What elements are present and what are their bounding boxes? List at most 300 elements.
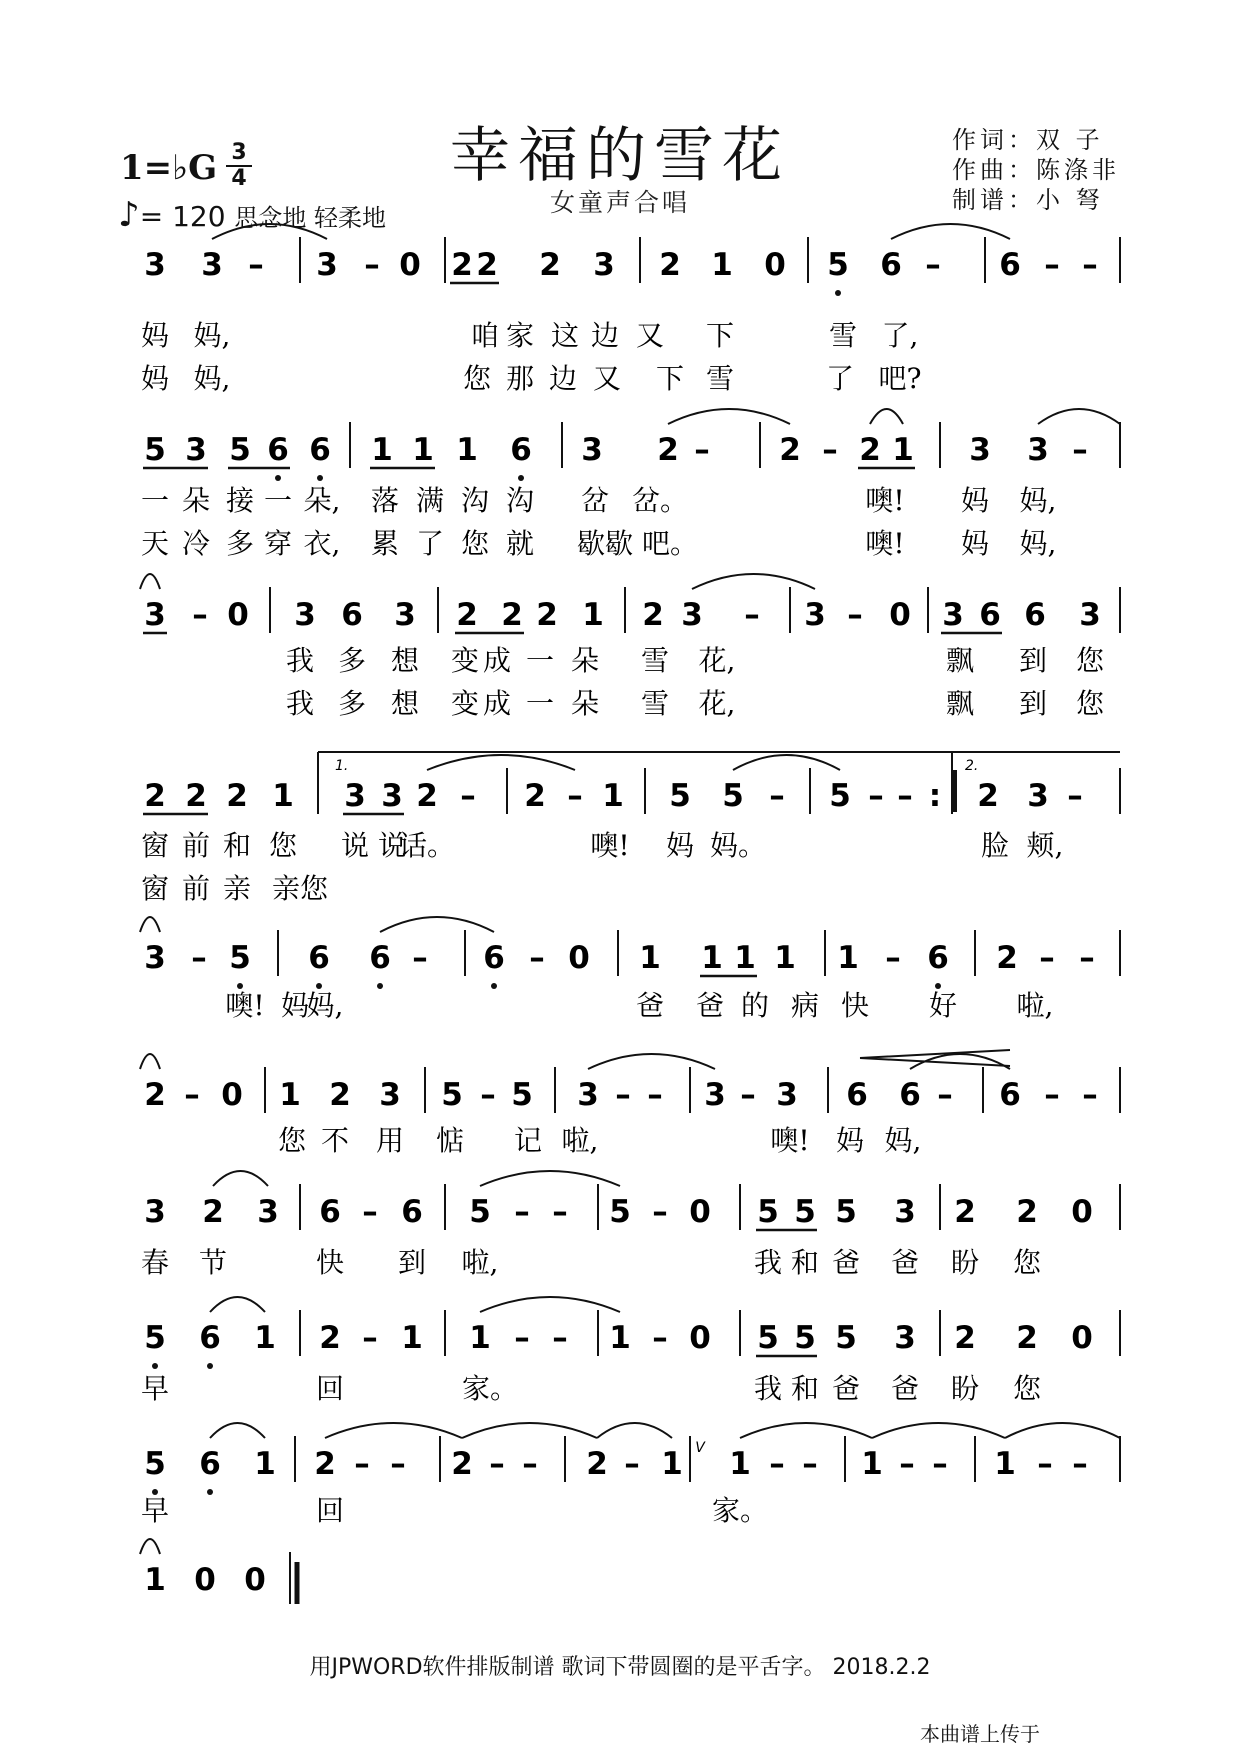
lyric-word: 妈 — [280, 989, 310, 1022]
note: – — [802, 1446, 818, 1482]
note: 2 — [185, 778, 207, 814]
note: 2 — [144, 778, 166, 814]
tie-slur — [692, 574, 815, 589]
tie-slur — [597, 1423, 672, 1438]
lower-octave-dot — [152, 1363, 158, 1369]
time-signature-bottom: 4 — [231, 166, 247, 191]
note: 1 — [279, 1077, 301, 1113]
uploader-note: 本曲谱上传于 — [920, 1722, 1040, 1746]
note: 2 — [1016, 1194, 1038, 1230]
note: 6 — [880, 247, 902, 283]
lyric-word: 爸 — [890, 1246, 920, 1279]
note: 2 — [657, 432, 679, 468]
note: 2 — [539, 247, 561, 283]
note: 6 — [319, 1194, 341, 1230]
lyric-word: 前 — [181, 872, 211, 905]
note: – — [529, 940, 545, 976]
lyric-word: 和 — [790, 1246, 820, 1279]
lyric-word: 那 — [505, 362, 535, 395]
note: – — [694, 432, 710, 468]
lyric-word: 窗 — [140, 829, 170, 862]
note: – — [740, 1077, 756, 1113]
note: 6 — [199, 1446, 221, 1482]
note: 3 — [942, 597, 964, 633]
note: – — [652, 1320, 668, 1356]
footer-note: 用JPWORD软件排版制谱 歌词下带圆圈的是平舌字。 2018.2.2 — [309, 1655, 931, 1680]
note: – — [362, 1320, 378, 1356]
note: 5 — [794, 1194, 816, 1230]
time-signature-top: 3 — [231, 140, 247, 165]
note: 3 — [593, 247, 615, 283]
lyric-word: 爸 — [635, 989, 665, 1022]
note: 6 — [927, 940, 949, 976]
lyric-word: 记 — [513, 1124, 543, 1157]
tie-slur — [733, 755, 840, 770]
note: 0 — [399, 247, 421, 283]
tie-slur — [480, 1171, 620, 1186]
lyric-word: 妈 — [835, 1124, 865, 1157]
note: 5 — [829, 778, 851, 814]
lyric-word: 到 — [397, 1246, 427, 1279]
note: 6 — [979, 597, 1001, 633]
lyric-word: 接 — [225, 484, 255, 517]
lyric-word: 回 — [315, 1372, 345, 1405]
lyric-word: 妈, — [1019, 527, 1057, 560]
lyric-word: 惦 — [435, 1124, 465, 1157]
lyric-word: 您 — [1075, 644, 1105, 677]
note: 1 — [144, 1562, 166, 1598]
note: 3 — [316, 247, 338, 283]
song-title: 幸福的雪花 — [450, 121, 790, 191]
lyric-word: 妈 — [140, 362, 170, 395]
note: 3 — [185, 432, 207, 468]
note: 0 — [1071, 1194, 1093, 1230]
lyric-word: 边 — [590, 319, 620, 352]
lyric-word: 妈, — [1019, 484, 1057, 517]
lyric-word: 的 — [740, 989, 770, 1022]
note: – — [354, 1446, 370, 1482]
note: – — [514, 1194, 530, 1230]
note: 3 — [201, 247, 223, 283]
note: – — [624, 1446, 640, 1482]
lyric-word: 一 — [525, 687, 555, 720]
note: – — [899, 1446, 915, 1482]
note: – — [847, 597, 863, 633]
lyric-word: 您 — [277, 1124, 307, 1157]
lyric-word: 家。 — [711, 1494, 769, 1527]
note: 3 — [294, 597, 316, 633]
lyric-word: 爸 — [831, 1246, 861, 1279]
lyric-word: 岔。 — [631, 484, 689, 517]
note: 6 — [999, 1077, 1021, 1113]
lower-octave-dot — [207, 1489, 213, 1495]
note: 2 — [954, 1194, 976, 1230]
lower-octave-dot — [835, 290, 841, 296]
lyric-word: 节 — [198, 1246, 228, 1279]
lyric-word: 噢! — [865, 527, 905, 560]
note: 3 — [681, 597, 703, 633]
lyric-word: 吧? — [878, 362, 922, 395]
lower-octave-dot — [491, 983, 497, 989]
key-signature: 1=♭G — [120, 148, 218, 188]
tie-slur — [212, 224, 327, 239]
lower-octave-dot — [377, 983, 383, 989]
lyric-word: 说 — [377, 829, 407, 862]
note: 3 — [776, 1077, 798, 1113]
lyric-word: 朵 — [181, 484, 211, 517]
note: 6 — [308, 940, 330, 976]
note: 6 — [846, 1077, 868, 1113]
lyric-word: 下 — [655, 362, 685, 395]
note: 1 — [609, 1320, 631, 1356]
note: – — [567, 778, 583, 814]
lyric-word: 我 — [285, 687, 315, 720]
lower-octave-dot — [275, 475, 281, 481]
lyricist-credit: 作词：双 子 — [952, 126, 1104, 154]
lyric-word: 岔 — [580, 484, 610, 517]
note: 5 — [669, 778, 691, 814]
lyric-word: 我 — [753, 1372, 783, 1405]
tempo-value: = 120 — [139, 200, 226, 233]
tie-slur — [1038, 409, 1120, 424]
note: 5 — [144, 1320, 166, 1356]
breath-mark: V — [695, 1440, 705, 1456]
lyric-word: 这 — [550, 319, 580, 352]
note: 2 — [451, 1446, 473, 1482]
note: 2 — [1016, 1320, 1038, 1356]
lyric-word: 雪 — [705, 362, 735, 395]
tie-slur — [213, 1171, 268, 1186]
note: – — [769, 1446, 785, 1482]
tie-slur — [1005, 1423, 1120, 1438]
note: 3 — [1079, 597, 1101, 633]
lyric-word: 话。 — [398, 829, 456, 862]
note: 2 — [451, 247, 473, 283]
note: 1 — [456, 432, 478, 468]
note: – — [514, 1320, 530, 1356]
note: 2 — [977, 778, 999, 814]
lyric-word: 累 — [370, 527, 400, 560]
tie-slur — [870, 409, 903, 424]
note: 1 — [469, 1320, 491, 1356]
note: 5 — [144, 1446, 166, 1482]
lyric-word: 我 — [753, 1246, 783, 1279]
note: 2 — [144, 1077, 166, 1113]
lyric-word: 噢! — [770, 1124, 810, 1157]
note: – — [822, 432, 838, 468]
note: – — [552, 1320, 568, 1356]
note: 1 — [729, 1446, 751, 1482]
tie-slur — [427, 755, 575, 770]
lyric-word: 飘 — [945, 687, 975, 720]
note: 2 — [456, 597, 478, 633]
lyric-word: 和 — [222, 829, 252, 862]
lyric-word: 歇歇 — [576, 527, 634, 560]
lyric-word: 脸 — [980, 829, 1010, 862]
tie-slur — [380, 917, 494, 932]
lyric-word: 不 — [320, 1124, 350, 1157]
note: 6 — [1024, 597, 1046, 633]
lyric-word: 多 — [337, 644, 367, 677]
note: 0 — [221, 1077, 243, 1113]
lyric-word: 下 — [705, 319, 735, 352]
note: 0 — [244, 1562, 266, 1598]
lyric-word: 说 — [340, 829, 370, 862]
note: – — [460, 778, 476, 814]
tie-slur — [140, 917, 160, 932]
note: – — [522, 1446, 538, 1482]
note: – — [769, 778, 785, 814]
note: 3 — [704, 1077, 726, 1113]
lyric-word: 窗 — [140, 872, 170, 905]
note: 3 — [1027, 778, 1049, 814]
lyric-word: 天 — [140, 527, 170, 560]
note: 2 — [996, 940, 1018, 976]
lyric-word: 您 — [460, 527, 490, 560]
lyric-word: 您 — [1012, 1246, 1042, 1279]
note: 2 — [524, 778, 546, 814]
note: 5 — [144, 432, 166, 468]
note: 0 — [764, 247, 786, 283]
note: 3 — [969, 432, 991, 468]
lyric-word: 花, — [698, 644, 736, 677]
tie-slur — [462, 1423, 597, 1438]
note: 0 — [194, 1562, 216, 1598]
tie-slur — [325, 1423, 462, 1438]
lyric-word: 了, — [881, 319, 919, 352]
lyric-word: 和 — [790, 1372, 820, 1405]
note: – — [1044, 1077, 1060, 1113]
tie-slur — [140, 574, 160, 589]
tie-slur — [140, 1054, 160, 1069]
note: 5 — [229, 940, 251, 976]
composer-credit: 作曲：陈涤非 — [952, 156, 1120, 184]
lyric-word: 了 — [825, 362, 855, 395]
lyric-word: 盼 — [950, 1246, 980, 1279]
note: 1 — [272, 778, 294, 814]
note: – — [362, 1194, 378, 1230]
note: 3 — [344, 778, 366, 814]
note: 6 — [999, 247, 1021, 283]
tempo-description: 思念地 轻柔地 — [234, 204, 387, 232]
note: – — [932, 1446, 948, 1482]
note: 2 — [329, 1077, 351, 1113]
lyric-word: 亲您 — [271, 872, 329, 905]
note: 2 — [659, 247, 681, 283]
note: – — [647, 1077, 663, 1113]
note: 6 — [199, 1320, 221, 1356]
note: 0 — [1071, 1320, 1093, 1356]
tie-slur — [480, 1297, 620, 1312]
note: 2 — [642, 597, 664, 633]
lyric-word: 了 — [415, 527, 445, 560]
note: 2 — [859, 432, 881, 468]
lyric-word: 多 — [225, 527, 255, 560]
note: 3 — [894, 1194, 916, 1230]
note: 2 — [536, 597, 558, 633]
note: 6 — [341, 597, 363, 633]
lyric-word: 变 — [450, 687, 480, 720]
lyric-word: 妈 — [665, 829, 695, 862]
lyric-word: 妈, — [193, 319, 231, 352]
lyric-word: 妈, — [193, 362, 231, 395]
lyric-word: 早 — [140, 1494, 170, 1527]
note: 3 — [894, 1320, 916, 1356]
note: – — [489, 1446, 505, 1482]
note: 5 — [469, 1194, 491, 1230]
lyric-word: 回 — [315, 1494, 345, 1527]
lower-octave-dot — [207, 1363, 213, 1369]
note: 1 — [994, 1446, 1016, 1482]
tie-slur — [210, 1423, 265, 1438]
note: – — [615, 1077, 631, 1113]
note: 1 — [639, 940, 661, 976]
note: 1 — [371, 432, 393, 468]
note: 3 — [144, 940, 166, 976]
note: 0 — [889, 597, 911, 633]
tie-slur — [891, 224, 1010, 239]
note: 5 — [609, 1194, 631, 1230]
song-subtitle: 女童声合唱 — [549, 188, 690, 217]
tie-slur — [140, 1539, 160, 1554]
note: 1 — [711, 247, 733, 283]
lyric-word: 爸 — [890, 1372, 920, 1405]
lyric-word: 噢! — [225, 989, 265, 1022]
lyric-word: 朵 — [570, 644, 600, 677]
lyric-word: 您 — [268, 829, 298, 862]
note: 1 — [582, 597, 604, 633]
note: 3 — [581, 432, 603, 468]
note: – — [937, 1077, 953, 1113]
note: 5 — [229, 432, 251, 468]
lyric-word: 成 — [482, 687, 512, 720]
note: 1 — [401, 1320, 423, 1356]
note: 5 — [827, 247, 849, 283]
note: – — [1079, 940, 1095, 976]
note: 3 — [1027, 432, 1049, 468]
volta-first-label: 1. — [335, 758, 349, 774]
note: 5 — [835, 1194, 857, 1230]
lyric-word: 成 — [482, 644, 512, 677]
note: 6 — [401, 1194, 423, 1230]
lyric-word: 啦, — [561, 1124, 599, 1157]
note: 5 — [835, 1320, 857, 1356]
note: – — [868, 778, 884, 814]
note: – — [744, 597, 760, 633]
note: 1 — [661, 1446, 683, 1482]
transcriber-credit: 制谱：小 弩 — [952, 186, 1104, 214]
lyric-word: 妈 — [960, 484, 990, 517]
note: 2 — [202, 1194, 224, 1230]
eighth-note-icon: ♪ — [118, 195, 140, 235]
lyric-word: 颊, — [1026, 829, 1064, 862]
lyric-word: 满 — [415, 484, 445, 517]
lyric-word: 家。 — [461, 1372, 519, 1405]
lyric-word: 快 — [315, 1246, 345, 1279]
lyric-word: 到 — [1018, 687, 1048, 720]
lyric-word: 吧。 — [641, 527, 699, 560]
lyric-word: 想 — [390, 687, 420, 720]
lyric-word: 病 — [790, 989, 820, 1022]
note: 2 — [416, 778, 438, 814]
lyric-word: 家 — [505, 319, 535, 352]
note: – — [1037, 1446, 1053, 1482]
lyric-word: 妈。 — [709, 829, 767, 862]
lyric-word: 妈 — [140, 319, 170, 352]
note: 3 — [257, 1194, 279, 1230]
note: 1 — [837, 940, 859, 976]
note: 3 — [144, 247, 166, 283]
lyric-word: 快 — [840, 989, 870, 1022]
note: 6 — [899, 1077, 921, 1113]
lyric-word: 多 — [337, 687, 367, 720]
lyric-word: 一 — [525, 644, 555, 677]
note: 6 — [369, 940, 391, 976]
note: 0 — [689, 1194, 711, 1230]
lyric-word: 爸 — [695, 989, 725, 1022]
note: 1 — [774, 940, 796, 976]
lyric-word: 想 — [390, 644, 420, 677]
lyric-word: 妈 — [960, 527, 990, 560]
note: – — [248, 247, 264, 283]
lyric-word: 一 — [263, 484, 293, 517]
lower-octave-dot — [518, 475, 524, 481]
note: – — [364, 247, 380, 283]
note: – — [1082, 1077, 1098, 1113]
note: 6 — [483, 940, 505, 976]
note: – — [1039, 940, 1055, 976]
note: – — [412, 940, 428, 976]
lyric-word: 啦, — [1016, 989, 1054, 1022]
note: – — [184, 1077, 200, 1113]
lyric-word: 沟 — [505, 484, 535, 517]
lyric-word: 盼 — [950, 1372, 980, 1405]
tie-slur — [210, 1297, 265, 1312]
note: 1 — [412, 432, 434, 468]
note: 5 — [441, 1077, 463, 1113]
note: 1 — [734, 940, 756, 976]
lyric-word: 您 — [1075, 687, 1105, 720]
note: 2 — [314, 1446, 336, 1482]
lyric-word: 用 — [375, 1124, 405, 1157]
lyric-word: 啦, — [461, 1246, 499, 1279]
note: – — [652, 1194, 668, 1230]
note: 0 — [227, 597, 249, 633]
note: – — [191, 940, 207, 976]
note: 5 — [757, 1320, 779, 1356]
lyric-word: 花, — [698, 687, 736, 720]
lyric-word: 您 — [1012, 1372, 1042, 1405]
lyric-word: 到 — [1018, 644, 1048, 677]
lyric-word: 早 — [140, 1372, 170, 1405]
note: – — [480, 1077, 496, 1113]
note: 0 — [689, 1320, 711, 1356]
note: 2 — [226, 778, 248, 814]
note: 2 — [779, 432, 801, 468]
lyric-word: 又 — [592, 362, 622, 395]
note: 3 — [144, 597, 166, 633]
note: 6 — [309, 432, 331, 468]
tie-slur — [668, 409, 790, 424]
note: 3 — [804, 597, 826, 633]
note: 1 — [602, 778, 624, 814]
lyric-word: 朵 — [570, 687, 600, 720]
note: 6 — [510, 432, 532, 468]
note: 5 — [511, 1077, 533, 1113]
lyric-word: 妈, — [306, 989, 344, 1022]
lyric-word: 飘 — [945, 644, 975, 677]
tie-slur — [740, 1423, 872, 1438]
